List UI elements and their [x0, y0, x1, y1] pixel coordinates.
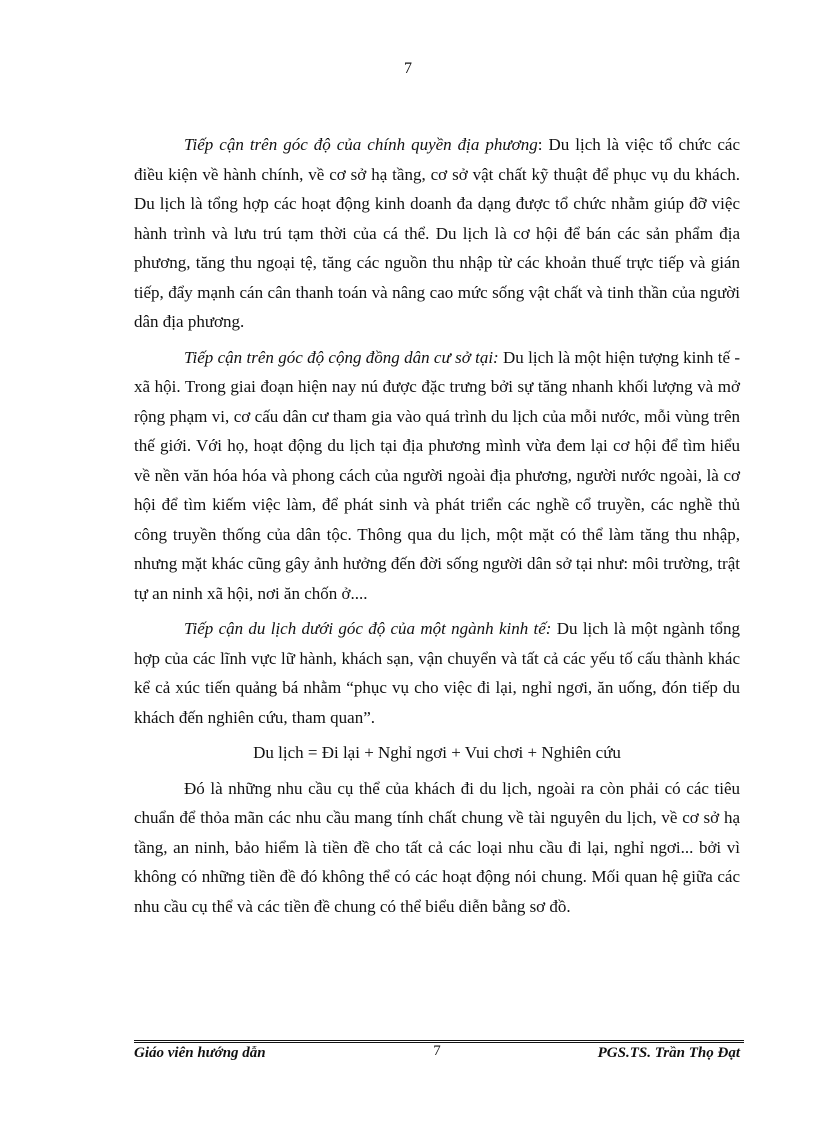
- footer-advisor-label: Giáo viên hướng dẫn: [134, 1045, 266, 1061]
- paragraph-text: Du lịch là một hiện tượng kinh tế - xã hội. Trong giai đoạn hiện nay nú được đặc trưng bởi sự tăng nhanh khối lượng và mở rộng phạm vi, cơ cấu dân cư tham gia vào quá trình du lịch của mỗi nước, mỗi vùng trên thế giới. Với họ, hoạt động du lịch tại địa phương mình vừa đem lại cơ hội để tìm hiểu về nền văn hóa hóa và phong cách của người ngoài địa phương, người nước ngoài, là cơ hội để tìm kiếm việc làm, để phát sinh và phát triển các nghề cổ truyền, các nghề thủ công truyền thống của dân tộc. Thông qua du lịch, một mặt có thể làm tăng thu nhập, nhưng mặt khác cũng gây ảnh hưởng đến đời sống người dân sở tại như: môi trường, trật tự an ninh xã hội, nơi ăn chốn ở....: [134, 347, 740, 603]
- tourism-formula: Du lịch = Đi lại + Nghỉ ngơi + Vui chơi + Nghiên cứu: [253, 743, 621, 762]
- paragraph-lead: Tiếp cận trên góc độ của chính quyền địa phương: [184, 135, 538, 154]
- paragraph-lead: Tiếp cận du lịch dưới góc độ của một ngành kinh tế:: [184, 619, 552, 638]
- paragraph-economic-sector: [134, 614, 740, 732]
- paragraph-closing: Đó là những nhu cầu cụ thể của khách đi du lịch, ngoài ra còn phải có các tiêu chuẩn để thỏa mãn các nhu cầu mang tính chất chung về tài nguyên du lịch, về cơ sở hạ tầng, an ninh, bảo hiểm là tiền đề cho tất cả các loại nhu cầu đi lại, nghỉ ngơi... bởi vì không có những tiền đề đó không thể có các hoạt động nói chung. Mối quan hệ giữa các nhu cầu cụ thể và các tiền đề chung có thể biểu diễn bằng sơ đồ.: [134, 778, 740, 916]
- footer-page-number: 7: [433, 1043, 441, 1059]
- page-footer: [134, 1045, 740, 1067]
- paragraph-local-community: [134, 343, 740, 609]
- page-number-top: 7: [404, 60, 412, 77]
- document-body: [134, 130, 740, 927]
- paragraph-text: : Du lịch là việc tổ chức các điều kiện về hành chính, về cơ sở hạ tầng, cơ sở vật chất kỹ thuật để phục vụ du khách. Du lịch là tổng hợp các hoạt động kinh doanh đa dạng được tổ chức nhằm giúp đỡ việc hành trình và lưu trú tạm thời của cá thể. Du lịch là cơ hội để bán các sản phẩm địa phương, tăng thu ngoại tệ, tăng các nguồn thu nhập từ các khoản thuế trực tiếp và gián tiếp, đẩy mạnh cán cân thanh toán và nâng cao mức sống vật chất và tinh thần của người dân địa phương.: [134, 135, 740, 331]
- footer-advisor-name: PGS.TS. Trần Thọ Đạt: [597, 1045, 740, 1061]
- paragraph-local-government: [134, 130, 740, 337]
- paragraph-text: Du lịch là một ngành tổng hợp của các lĩnh vực lữ hành, khách sạn, vận chuyển và tất cả các yếu tố cấu thành khác kể cả xúc tiến quảng bá nhằm “phục vụ cho việc đi lại, nghỉ ngơi, ăn uống, đón tiếp du khách đến nghiên cứu, tham quan”.: [134, 619, 740, 727]
- paragraph-lead: Tiếp cận trên góc độ cộng đồng dân cư sở tại:: [184, 347, 499, 367]
